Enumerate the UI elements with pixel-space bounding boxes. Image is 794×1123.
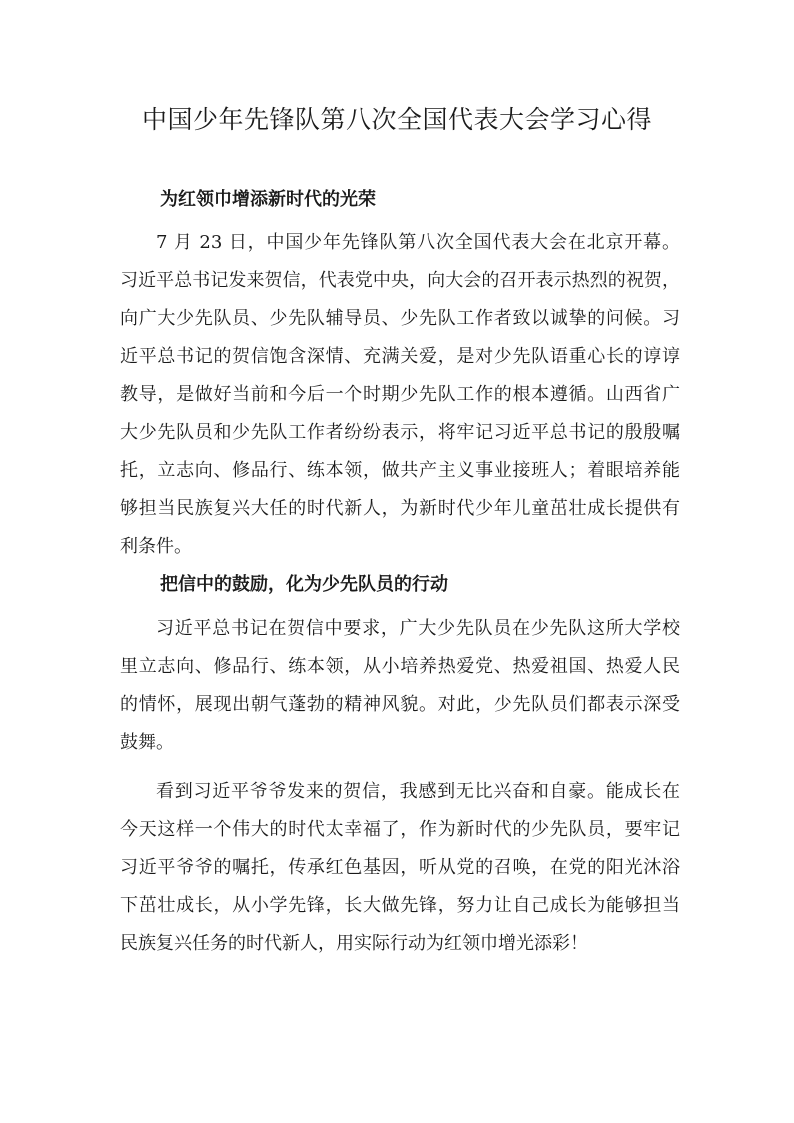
paragraph-line: 够担当民族复兴大任的时代新人，为新时代少年儿童茁壮成长提供有 [120, 498, 680, 519]
paragraph-line: 习近平爷爷的嘱托，传承红色基因，听从党的召唤，在党的阳光沐浴 [120, 857, 680, 878]
paragraph-line: 托，立志向、修品行、练本领，做共产主义事业接班人；着眼培养能 [120, 460, 680, 481]
paragraph-line: 下茁壮成长，从小学先锋，长大做先锋，努力让自己成长为能够担当 [120, 895, 680, 916]
paragraph-line: 大少先队员和少先队工作者纷纷表示，将牢记习近平总书记的殷殷嘱 [120, 422, 680, 443]
paragraph-line: 7 月 23 日，中国少年先锋队第八次全国代表大会在北京开幕。 [156, 232, 680, 253]
paragraph-line: 的情怀，展现出朝气蓬勃的精神风貌。对此，少先队员们都表示深受 [120, 694, 680, 715]
paragraph-line: 习近平总书记发来贺信，代表党中央，向大会的召开表示热烈的祝贺， [120, 270, 680, 291]
paragraph-line: 里立志向、修品行、练本领，从小培养热爱党、热爱祖国、热爱人民 [120, 656, 680, 677]
paragraph-line: 利条件。 [120, 536, 192, 557]
paragraph-line: 民族复兴任务的时代新人，用实际行动为红领巾增光添彩！ [120, 933, 588, 954]
document-title: 中国少年先锋队第八次全国代表大会学习心得 [141, 105, 652, 134]
paragraph-line: 教导，是做好当前和今后一个时期少先队工作的根本遵循。山西省广 [120, 384, 680, 405]
paragraph-line: 习近平总书记在贺信中要求，广大少先队员在少先队这所大学校 [156, 618, 680, 639]
paragraph-line: 近平总书记的贺信饱含深情、充满关爱，是对少先队语重心长的谆谆 [120, 346, 680, 367]
paragraph-line: 鼓舞。 [120, 732, 174, 753]
paragraph-line: 向广大少先队员、少先队辅导员、少先队工作者致以诚挚的问候。习 [120, 308, 680, 329]
section-heading-2: 把信中的鼓励，化为少先队员的行动 [160, 574, 448, 595]
paragraph-line: 今天这样一个伟大的时代太幸福了，作为新时代的少先队员，要牢记 [120, 819, 680, 840]
paragraph-line: 看到习近平爷爷发来的贺信，我感到无比兴奋和自豪。能成长在 [156, 781, 680, 802]
section-heading-1: 为红领巾增添新时代的光荣 [160, 189, 376, 210]
